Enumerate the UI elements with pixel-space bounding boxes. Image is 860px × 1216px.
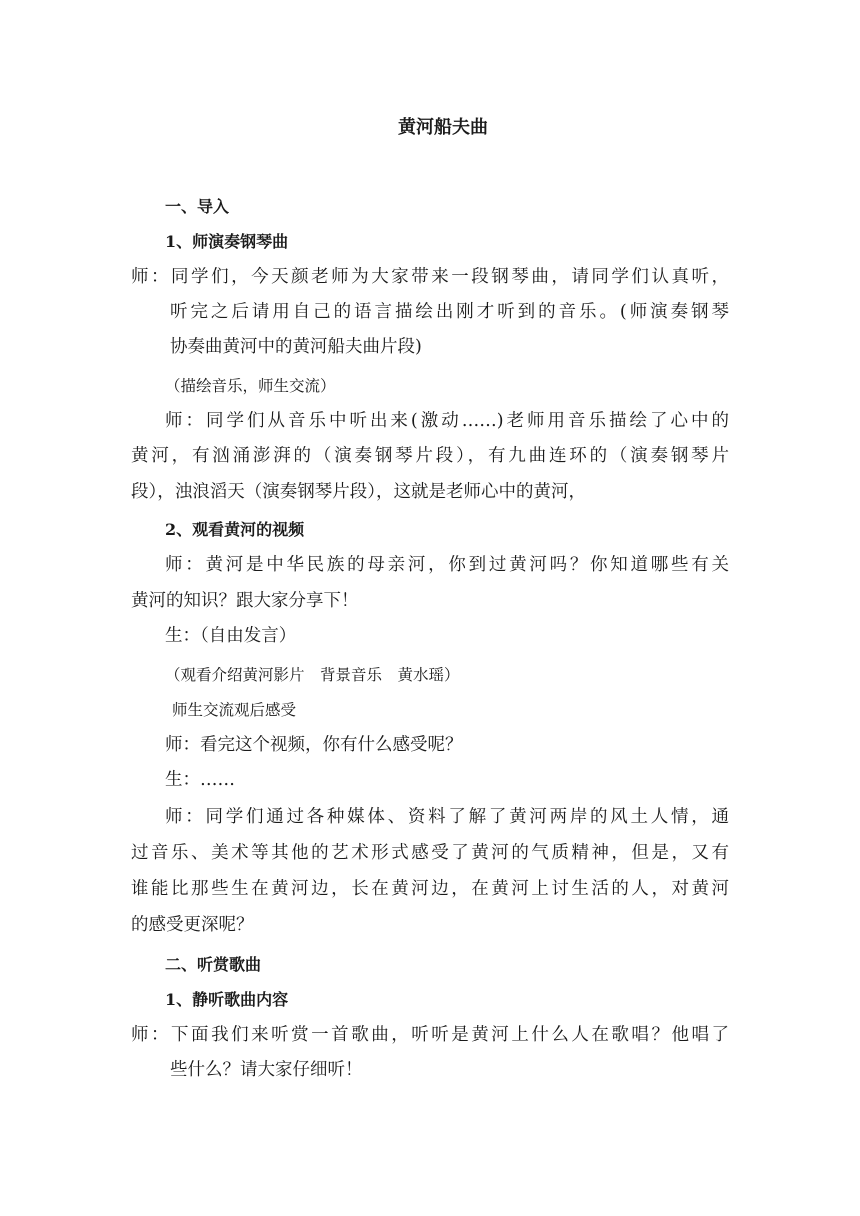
- section-heading-intro: 一、导入: [165, 197, 230, 216]
- paragraph-line: 谁能比那些生在黄河边，长在黄河边，在黄河上讨生活的人，对黄河: [131, 879, 729, 899]
- paragraph-line: 生：（自由发言）: [165, 626, 297, 646]
- paragraph-line: 师：同学们从音乐中听出来(激动……)老师用音乐描绘了心中的: [165, 411, 729, 431]
- subsection-heading-video: 2、观看黄河的视频: [165, 520, 305, 539]
- paragraph-line: 师：同学们，今天颜老师为大家带来一段钢琴曲，请同学们认真听，: [131, 267, 729, 287]
- paragraph-line: 的感受更深呢？: [131, 915, 254, 935]
- stage-note: （观看介绍黄河影片 背景音乐 黄水瑶）: [165, 666, 460, 684]
- paragraph-line: 黄河，有汹涌澎湃的（演奏钢琴片段），有九曲连环的（演奏钢琴片: [131, 446, 729, 466]
- document-title: 黄河船夫曲: [398, 117, 488, 138]
- paragraph-line: 段），浊浪滔天（演奏钢琴片段），这就是老师心中的黄河，: [131, 482, 586, 502]
- paragraph-line: 师：下面我们来听赏一首歌曲，听听是黄河上什么人在歌唱？他唱了: [131, 1025, 729, 1045]
- stage-note: （描绘音乐，师生交流）: [165, 377, 336, 395]
- paragraph-line: 协奏曲黄河中的黄河船夫曲片段): [170, 337, 422, 357]
- section-heading-listen: 二、听赏歌曲: [165, 955, 262, 974]
- stage-note: 师生交流观后感受: [172, 701, 297, 719]
- paragraph-line: 师：黄河是中华民族的母亲河，你到过黄河吗？你知道哪些有关: [165, 555, 729, 575]
- paragraph-line: 黄河的知识？跟大家分享下！: [131, 591, 359, 611]
- subsection-heading-piano: 1、师演奏钢琴曲: [165, 232, 289, 251]
- paragraph-line: 听完之后请用自己的语言描绘出刚才听到的音乐。(师演奏钢琴: [170, 302, 729, 322]
- paragraph-line: 生：……: [165, 770, 235, 790]
- subsection-heading-song: 1、静听歌曲内容: [165, 990, 289, 1009]
- paragraph-line: 师：同学们通过各种媒体、资料了解了黄河两岸的风土人情，通: [165, 807, 729, 827]
- paragraph-line: 师：看完这个视频，你有什么感受呢？: [165, 735, 463, 755]
- paragraph-line: 过音乐、美术等其他的艺术形式感受了黄河的气质精神，但是，又有: [131, 843, 729, 863]
- paragraph-line: 些什么？请大家仔细听！: [170, 1060, 363, 1080]
